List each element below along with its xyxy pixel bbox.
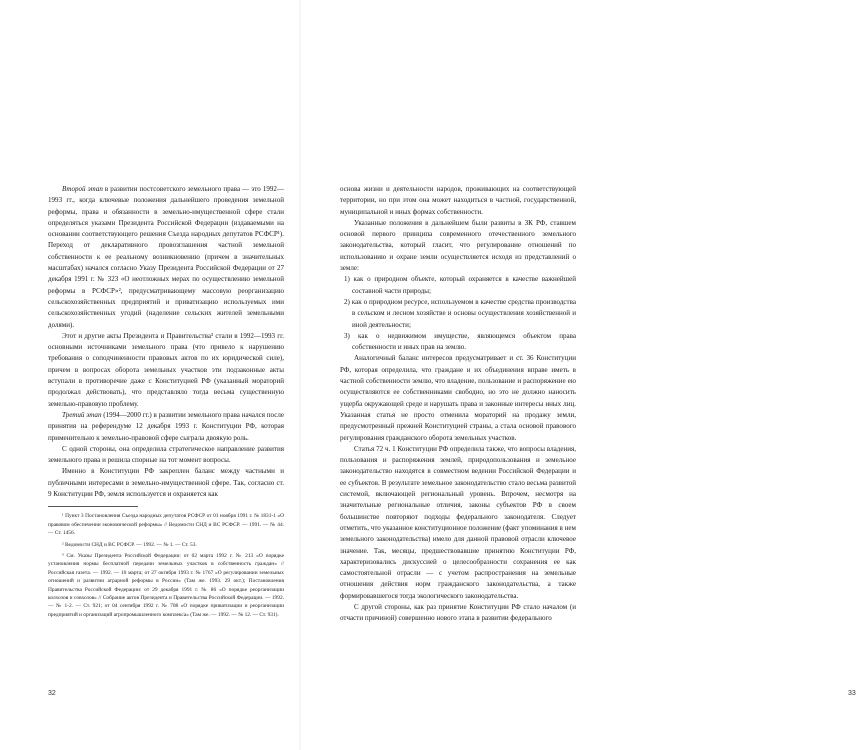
paragraph-text: Этот и другие акты Президента и Правительства³ стали в 1992—1993 гг. основными источниками земельного права (что привело к нарушению требования о соподчиненности правовых актов по их юридической силе), причем в вопросах оборота земельных участков эти подзаконные акты вступали в противоречие даже с Конституцией РФ (указанный мораторий продолжал действовать), что представляло тогда весьма существенную земельно-правовую проблему.	[48, 331, 284, 408]
paragraph-text: основа жизни и деятельности народов, проживающих на соответствующей территории, но при этом она может находиться в частной, государственной, муниципальной и иных формах собственности.	[340, 185, 576, 216]
paragraph	[48, 410, 284, 444]
right-text-column	[340, 184, 576, 625]
paragraph	[48, 466, 284, 500]
page-number-right: 33	[848, 690, 856, 697]
paragraph-text: в развитии постсоветского земельного права — это 1992—1993 гг., когда ключевые положения дальнейшего проведения земельной реформы, права и обязанности в земельно-имущественной сфере стали определяться указами Президента Российской Федерации (издаваемыми на основании соответствующего решения Съезда народных депутатов РСФСР¹). Переход от декларативного провозглашения частной земельной собственности к ее реальному возникновению (причем в значительных масштабах) начался согласно Указу Президента Российской Федерации от 27 декабря 1991 г. № 323 «О неотложных мерах по осуществлению земельной реформы в РСФСР»², предусматривающему массовую реорганизацию сельскохозяйственных предприятий и приватизацию используемых ими сельскохозяйственных угодий (наделение сельских жителей земельными долями).	[48, 185, 285, 329]
paragraph-text: (1994—2000 гг.) в развитии земельного права начался после принятия на референдуме 12 декабря 1993 г. Конституции РФ, которая применительно к земельно-правовой сфере сыграла двоякую роль.	[48, 410, 284, 442]
list-item: 2) как о природном ресурсе, используемом в качестве средства производства в сельском и лесном хозяйстве и основы осуществления хозяйственной и иной деятельности;	[344, 297, 576, 329]
footnote-divider	[48, 506, 138, 507]
paragraph	[340, 353, 576, 443]
left-page	[0, 0, 300, 750]
italic-lead: Второй этап	[62, 185, 103, 193]
paragraph	[340, 444, 576, 602]
paragraph-text: Именно в Конституции РФ закреплен баланс между частными и публичными интересами в земельно-имущественной сфере. Так, согласно ст. 9 Конституции РФ, земля используется и охраняется как	[48, 467, 284, 499]
paragraph	[48, 331, 284, 410]
paragraph	[48, 184, 284, 331]
paragraph	[48, 444, 284, 467]
paragraph-text: Аналогичный баланс интересов предусматривает и ст. 36 Конституции РФ, которая определила, что граждане и их объединения вправе иметь в частной собственности землю, что владение, пользование и распоряжение ею осуществляются ее собственниками свободно, но это не должно наносить ущерба окружающей среде и нарушать права и законные интересы иных лиц. Указанная статья не просто отменила мораторий на продажу земли, предусмотренный прежней Конституцией страны, а стала основой правового регулирования гражданского оборота земельных участков.	[340, 354, 576, 442]
list-item: 3) как о недвижимом имуществе, являющемся объектом права собственности и иных прав на землю.	[344, 331, 576, 352]
page-number-left: 32	[48, 690, 56, 697]
footnote: ¹ Пункт 3 Постановления Съезда народных депутатов РСФСР от 01 ноября 1991 г. № 1831-1 «О правовом обеспечении экономической реформы» // Ведомости СНД и ВС РСФСР. — 1991. — № 44. — Ст. 1456.	[48, 513, 284, 537]
paragraph	[340, 184, 576, 218]
footnote: ² Ведомости СНД и ВС РСФСР. — 1992. — № 1. — Ст. 53.	[62, 541, 197, 548]
paragraph-text: Статья 72 ч. 1 Конституции РФ определила также, что вопросы владения, пользования и распоряжения землей, природопользования и земельное законодательство находятся в совместном ведении Российской Федерации и ее субъектов. В результате земельное законодательство стало весьма развитой системой, включающей региональный уровень. Впрочем, несмотря на значительные региональные отличия, законы субъектов РФ в своем большинстве повторяют подходы федерального законодателя. Следует отметить, что указанное конституционное положение (факт упоминания в нем земельного законодательства) имело для данной правовой отрасли ключевое значение. Так, месяцы, предшествовавшие принятию Конституции РФ, характеризовались дискуссией о целесообразности сохранения ее как самостоятельной отрасли — с учетом распространения на земельные отношения действия норм гражданского законодательства, а также формировавшегося тогда экологического законодательства.	[340, 444, 576, 600]
paragraph-text: С другой стороны, как раз принятие Конституции РФ стало началом (и отчасти причиной) совершенно нового этапа в развитии федерального	[340, 602, 576, 623]
paragraph-text: Указанные положения в дальнейшем были развиты в ЗК РФ, ставшем основой первого принципа современного отечественного земельного законодательства, который гласит, что регулирование отношений по использованию и охране земли осуществляется исходя из представлений о земле:	[340, 218, 576, 273]
italic-lead: Третий этап	[62, 410, 102, 419]
paragraph	[340, 218, 576, 274]
footnote: ³ См. Указы Президента Российской Федерации: от 02 марта 1992 г. № 213 «О порядке установления нормы бесплатной передачи земельных участков в собственность граждан» // Российская газета. — 1992. — 10 марта; от 27 октября 1993 г. № 1767 «О регулировании земельных отношений и развитии аграрной реформы в России» (Там же. 1993. 29 окт.); Постановления Правительства Российской Федерации: от 29 декабря 1991 г. № 86 «О порядке реорганизации колхозов и совхозов» // Собрание актов Президента и Правительства Российской Федерации. — 1992. — № 1-2. — Ст. 921; от 04 сентября 1992 г. № 708 «О порядке приватизации и реорганизации предприятий и организаций агропромышленного комплекса» (Там же. — 1992. — № 12. — Ст. 931).	[48, 552, 284, 618]
paragraph-text: С одной стороны, она определила стратегическое направление развития земельного права и решила спорные на тот момент вопросы.	[48, 444, 284, 465]
right-page	[300, 0, 856, 750]
left-text-column	[48, 184, 284, 619]
paragraph	[340, 602, 576, 625]
list-item: 1) как о природном объекте, который охраняется в качестве важнейшей составной части природы;	[344, 275, 576, 295]
